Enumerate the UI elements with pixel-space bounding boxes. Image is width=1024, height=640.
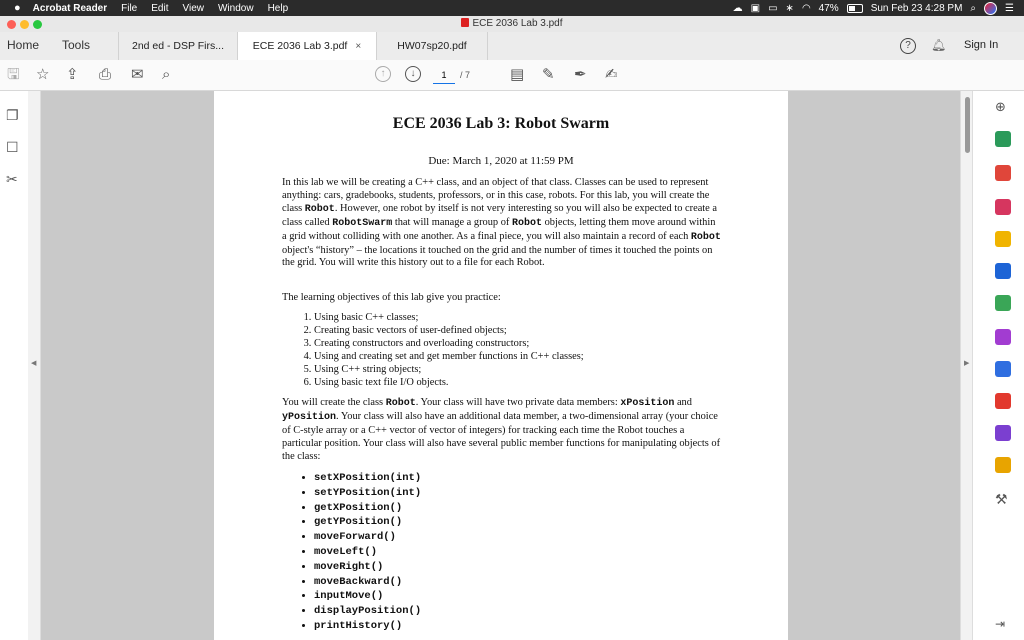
page-number-input[interactable]	[433, 67, 455, 84]
list-item: 1. Using basic C++ classes;	[314, 311, 714, 324]
previous-page-icon[interactable]: ↑	[375, 66, 391, 82]
notifications-bell-icon[interactable]: 🔔︎	[931, 38, 947, 52]
page-thumbnails-icon[interactable]: ❐	[6, 107, 19, 123]
menu-bar	[0, 0, 1024, 16]
pdf-file-icon	[461, 18, 469, 27]
page-count: / 7	[460, 70, 471, 80]
cloud-icon[interactable]: ☁	[732, 2, 743, 14]
save-icon[interactable]: 🖫︎	[7, 66, 20, 83]
list-item: • moveBackward()	[314, 575, 421, 590]
bookmark-star-icon[interactable]: ☆	[36, 66, 50, 83]
export-pdf-icon[interactable]	[995, 165, 1011, 181]
home-tab[interactable]: Home	[7, 38, 40, 52]
spotlight-search-icon[interactable]: ⌕	[970, 2, 977, 14]
combine-files-icon[interactable]	[995, 263, 1011, 279]
list-item: • moveLeft()	[314, 545, 421, 560]
notification-center-icon[interactable]: ☰	[1005, 2, 1014, 14]
collapse-right-icon[interactable]: ▶	[964, 360, 970, 367]
right-tools-rail	[972, 91, 1024, 640]
edit-pdf-icon[interactable]	[995, 199, 1011, 215]
list-item: • displayPosition()	[314, 604, 421, 619]
zoom-in-icon[interactable]: ⊕	[995, 99, 1006, 114]
app-menu[interactable]: Acrobat Reader	[32, 2, 108, 14]
toolbar	[0, 60, 1024, 91]
display-icon[interactable]: ▭	[768, 2, 778, 14]
menu-edit[interactable]: Edit	[151, 2, 169, 14]
list-item: 5. Using C++ string objects;	[314, 363, 714, 376]
list-item: 3. Creating constructors and overloading constructors;	[314, 337, 714, 350]
vertical-scrollbar[interactable]	[965, 97, 970, 153]
bookmarks-icon[interactable]: ☐	[6, 139, 19, 155]
siri-icon[interactable]	[984, 2, 997, 15]
signature-icon[interactable]: ✒	[574, 66, 587, 83]
email-icon[interactable]: ✉	[131, 66, 144, 83]
send-file-icon[interactable]	[995, 457, 1011, 473]
list-item: • moveForward()	[314, 530, 421, 545]
menu-file[interactable]: File	[121, 2, 138, 14]
print-icon[interactable]: ⎙	[99, 66, 112, 83]
left-navigation-rail	[0, 91, 29, 640]
clock[interactable]: Sun Feb 23 4:28 PM	[870, 2, 963, 14]
list-item: • moveRight()	[314, 560, 421, 575]
robot-class-paragraph: You will create the class Robot. Your class will have two private data members: xPosition and yPosition. Your class will also have an additional data member, a two-dimensional array (your choice of C-style array or a C++ vector of vector of integers) for tracking each time the Robot touches a particular position. Your class will also have several public member functions for manipulating objects of the class:	[282, 397, 721, 462]
list-item: • inputMove()	[314, 589, 421, 604]
fill-sign-icon[interactable]: ✍	[605, 66, 618, 83]
menu-help[interactable]: Help	[267, 2, 289, 14]
due-date: Due: March 1, 2020 at 11:59 PM	[428, 155, 574, 167]
document-tab[interactable]: 2nd ed - DSP Firs...	[118, 32, 237, 60]
list-item: • getXPosition()	[314, 501, 421, 516]
tab-bar	[0, 32, 1024, 61]
list-item: • setYPosition(int)	[314, 486, 421, 501]
list-item: 4. Using and creating set and get member functions in C++ classes;	[314, 350, 714, 363]
next-page-icon[interactable]: ↓	[405, 66, 421, 82]
pdf-page[interactable]	[214, 91, 788, 640]
send-for-signature-icon[interactable]	[995, 425, 1011, 441]
window-title: ECE 2036 Lab 3.pdf	[0, 18, 1024, 29]
zoom-search-icon[interactable]: ⌕	[162, 66, 171, 83]
wifi-icon[interactable]: ◠	[801, 2, 811, 14]
list-item: • setXPosition(int)	[314, 471, 421, 486]
protect-shield-icon[interactable]	[995, 361, 1011, 377]
upload-cloud-icon[interactable]: ⇪	[66, 66, 79, 83]
comment-icon[interactable]: ▤	[510, 66, 525, 83]
battery-icon[interactable]	[847, 4, 863, 13]
list-item: • printHistory()	[314, 619, 421, 634]
battery-percent: 47%	[818, 2, 839, 14]
objectives-intro: The learning objectives of this lab give you practice:	[282, 292, 501, 303]
expand-panel-icon[interactable]: ⇥	[995, 617, 1006, 631]
close-tab-icon[interactable]: ×	[355, 41, 362, 52]
intro-paragraph: In this lab we will be creating a C++ class, and an object of that class. Classes can be used to represent anything: cars, gradebooks, students, professors, or in this case, robots. For this lab, you will create the class Robot. However, one robot by itself is not very interesting so you will also be expected to create a class called RobotSwarm that will manage a group of Robot objects, letting them move around within a grid without colliding with one another. As a final piece, you will also maintain a record of each Robot object's “history” – the locations it touched on the grid and the number of times it touched the points on the grid. You will write this history out to a file for each Robot.	[282, 177, 721, 269]
objectives-list	[298, 311, 714, 389]
member-functions-list	[298, 471, 421, 634]
comment-tool-icon[interactable]	[995, 231, 1011, 247]
tools-tab[interactable]: Tools	[62, 38, 91, 52]
list-item: 2. Creating basic vectors of user-defined objects;	[314, 324, 714, 337]
clipboard-icon[interactable]: ▣	[750, 2, 761, 14]
window-title-bar	[0, 16, 1024, 33]
bluetooth-icon[interactable]: ∗	[785, 2, 794, 14]
sign-in-button[interactable]: Sign In	[964, 39, 999, 51]
help-button[interactable]: ?	[900, 38, 916, 54]
menu-window[interactable]: Window	[217, 2, 254, 14]
organize-pages-icon[interactable]	[995, 295, 1011, 311]
list-item: 6. Using basic text file I/O objects.	[314, 376, 714, 389]
fill-and-sign-icon[interactable]	[995, 329, 1011, 345]
highlight-pen-icon[interactable]: ✎	[542, 66, 555, 83]
apple-menu-icon[interactable]: ●	[14, 2, 21, 14]
more-tools-icon[interactable]: ⚒	[995, 491, 1008, 507]
list-item: • getYPosition()	[314, 515, 421, 530]
document-title: ECE 2036 Lab 3: Robot Swarm	[392, 115, 610, 132]
pdf-acrobat-icon[interactable]	[995, 393, 1011, 409]
left-panel-toggle[interactable]	[28, 91, 41, 640]
document-tab[interactable]: HW07sp20.pdf	[376, 32, 488, 60]
document-tab-active[interactable]: ECE 2036 Lab 3.pdf ×	[237, 32, 376, 61]
create-pdf-icon[interactable]	[995, 131, 1011, 147]
collapse-left-icon[interactable]: ◀	[31, 360, 37, 367]
menu-view[interactable]: View	[182, 2, 204, 14]
attachments-paperclip-icon[interactable]: ✂	[6, 171, 18, 187]
